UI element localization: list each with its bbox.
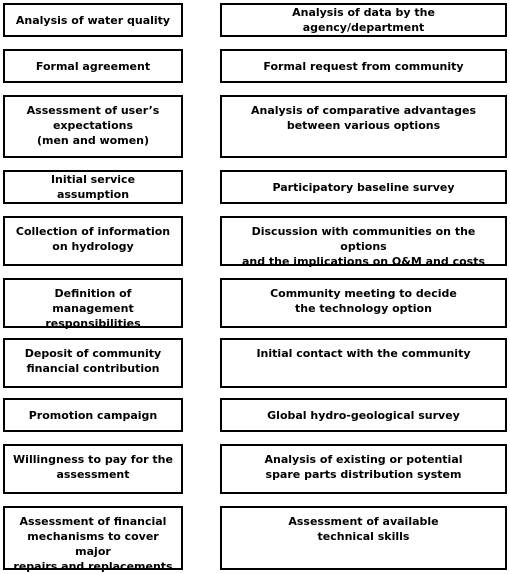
step-label: Analysis of water quality [15,13,171,27]
step-box-global-hydro-geological-survey [220,398,507,432]
step-box-analysis-of-water-quality [3,3,183,37]
step-box-participatory-baseline-survey [220,170,507,204]
step-label: Deposit of community financial contribution [24,347,162,375]
step-label: Analysis of comparative advantages between various options [250,104,477,132]
step-label: Assessment of user’s expectations (men and women) [26,104,160,147]
step-label: Initial service assumption [50,173,136,201]
step-label: Global hydro-geological survey [267,408,460,422]
step-box-promotion-campaign [3,398,183,432]
step-label: Assessment of available technical skills [288,515,439,543]
step-box-assessment-of-user-expectations [3,95,183,158]
step-box-deposit-of-community-financial-contribution [3,338,183,388]
step-box-analysis-of-comparative-advantages [220,95,507,158]
step-label: Analysis of data by the agency/department [292,6,435,34]
step-label: Formal agreement [35,59,151,73]
step-label: Participatory baseline survey [272,180,455,194]
step-label: Definition of management responsibilities [45,287,141,330]
step-box-formal-request-from-community [220,49,507,83]
step-label: Assessment of financial mechanisms to cover major repairs and replacements [13,515,173,573]
step-box-assessment-of-available-technical-skills [220,506,507,570]
step-label: Collection of information on hydrology [15,225,171,253]
step-box-analysis-of-data-by-agency [220,3,507,37]
step-box-assessment-of-financial-mechanisms [3,506,183,573]
step-box-initial-service-assumption [3,170,183,204]
step-label: Initial contact with the community [256,347,471,360]
step-box-collection-of-information-on-hydrology [3,216,183,266]
step-label: Willingness to pay for the assessment [13,453,173,481]
step-box-community-meeting-to-decide [220,278,507,328]
step-label: Discussion with communities on the options and the implications on O&M and costs [241,225,486,268]
step-label: Analysis of existing or potential spare parts distribution system [264,453,463,481]
step-label: Community meeting to decide the technology option [270,287,457,315]
step-box-formal-agreement [3,49,183,83]
step-box-willingness-to-pay [3,444,183,494]
step-box-discussion-with-communities [220,216,507,266]
step-box-initial-contact-with-community [220,338,507,388]
step-box-analysis-of-spare-parts-distribution [220,444,507,494]
step-label: Promotion campaign [28,408,158,422]
step-box-definition-of-management-responsibilities [3,278,183,328]
step-label: Formal request from community [263,59,464,73]
